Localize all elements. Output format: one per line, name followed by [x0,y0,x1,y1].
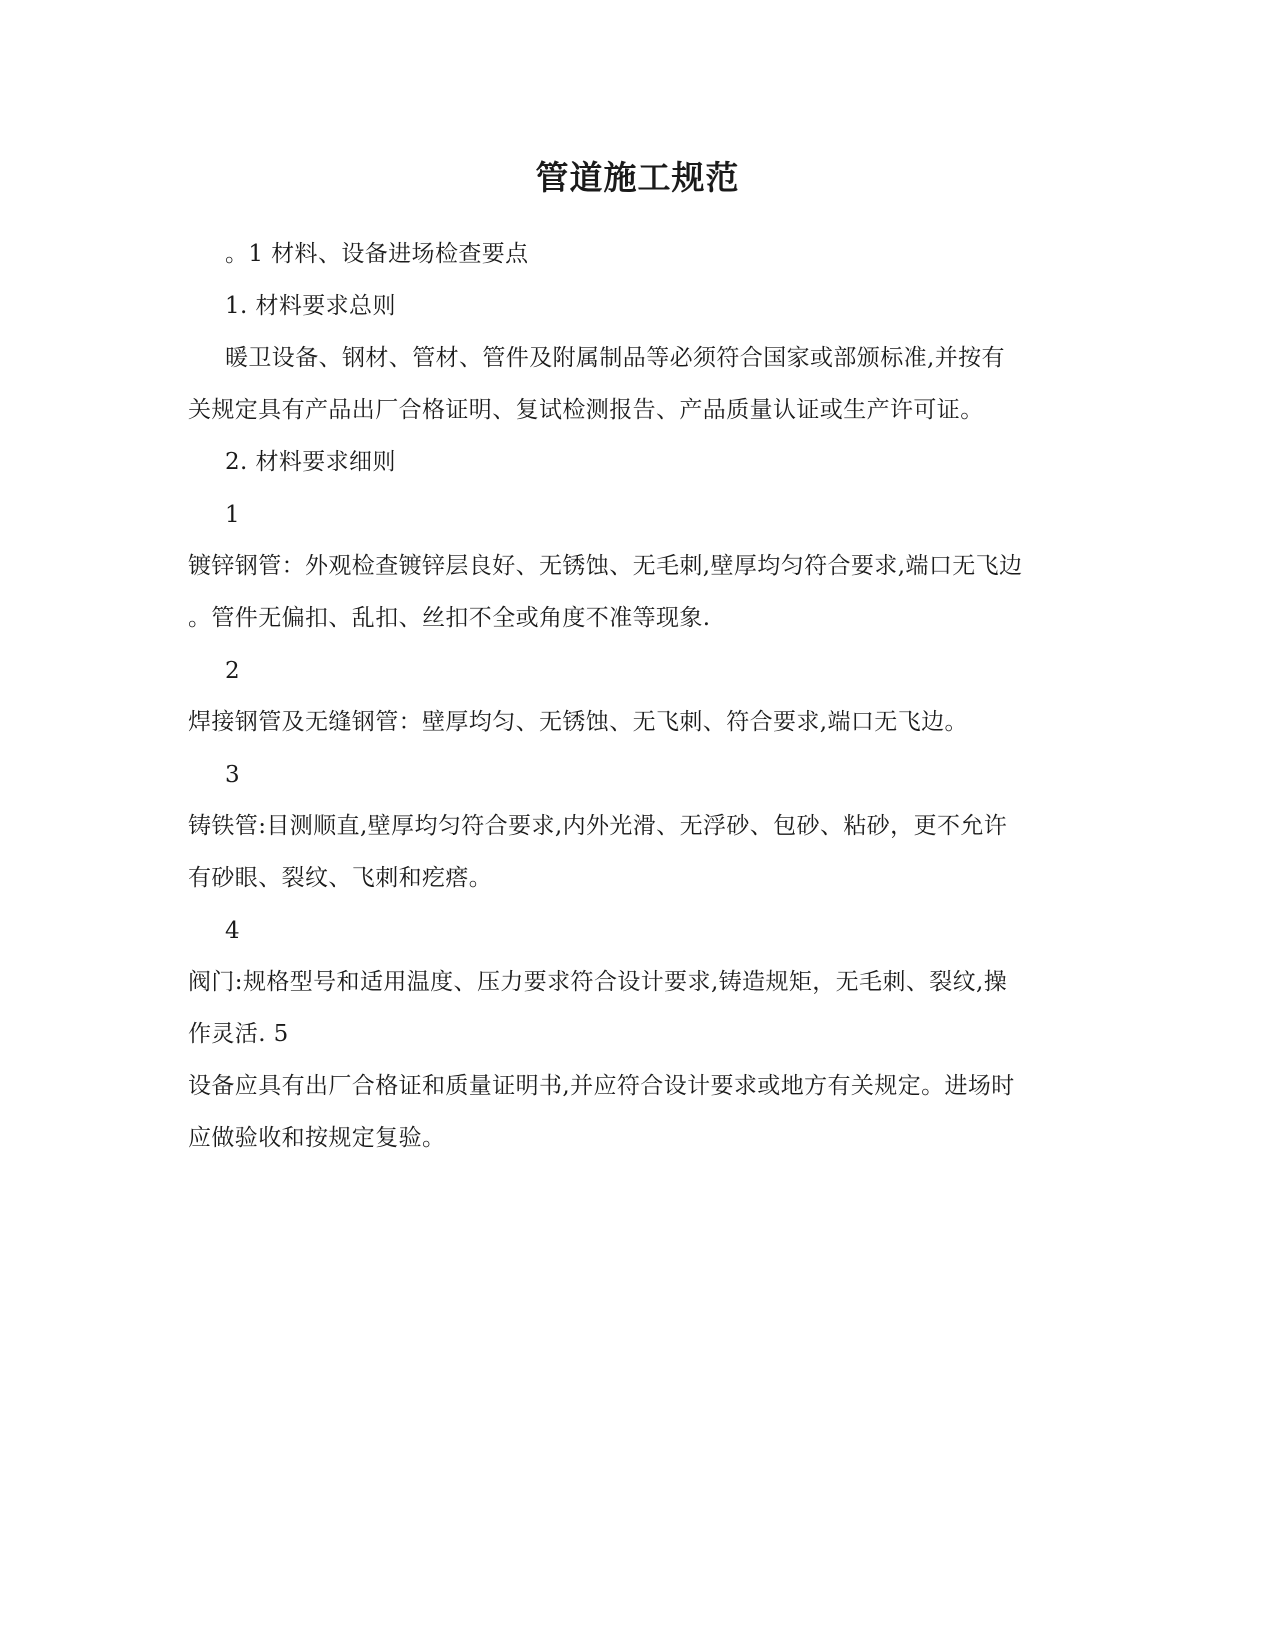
paragraph-line: 铸铁管:目测顺直,壁厚均匀符合要求,内外光滑、无浮砂、包砂、粘砂，更不允许 [188,813,1008,839]
paragraph-line: 应做验收和按规定复验。 [188,1125,446,1151]
paragraph-line: 焊接钢管及无缝钢管：壁厚均匀、无锈蚀、无飞刺、符合要求,端口无飞边。 [188,709,968,735]
paragraph-line: 阀门:规格型号和适用温度、压力要求符合设计要求,铸造规矩，无毛刺、裂纹,操 [188,969,1008,995]
paragraph-line: 暖卫设备、钢材、管材、管件及附属制品等必须符合国家或部颁标准,并按有 [225,345,1005,371]
paragraph-line: 设备应具有出厂合格证和质量证明书,并应符合设计要求或地方有关规定。进场时 [188,1073,1015,1099]
item-number: 2 [225,658,241,684]
document-title: 管道施工规范 [535,158,740,197]
item-number: 4 [225,918,241,944]
subsection-heading: 2. 材料要求细则 [225,449,396,475]
item-number: 3 [225,762,241,788]
paragraph-line: 作灵活. 5 [188,1021,289,1047]
subsection-heading: 1. 材料要求总则 [225,293,396,319]
paragraph-line: 。管件无偏扣、乱扣、丝扣不全或角度不准等现象. [188,605,711,631]
paragraph-line: 关规定具有产品出厂合格证明、复试检测报告、产品质量认证或生产许可证。 [188,397,984,423]
item-number: 1 [225,502,241,528]
section-heading: 。1 材料、设备进场检查要点 [225,241,529,267]
paragraph-line: 镀锌钢管：外观检查镀锌层良好、无锈蚀、无毛刺,壁厚均匀符合要求,端口无飞边 [188,553,1023,579]
paragraph-line: 有砂眼、裂纹、飞刺和疙瘩。 [188,865,493,891]
